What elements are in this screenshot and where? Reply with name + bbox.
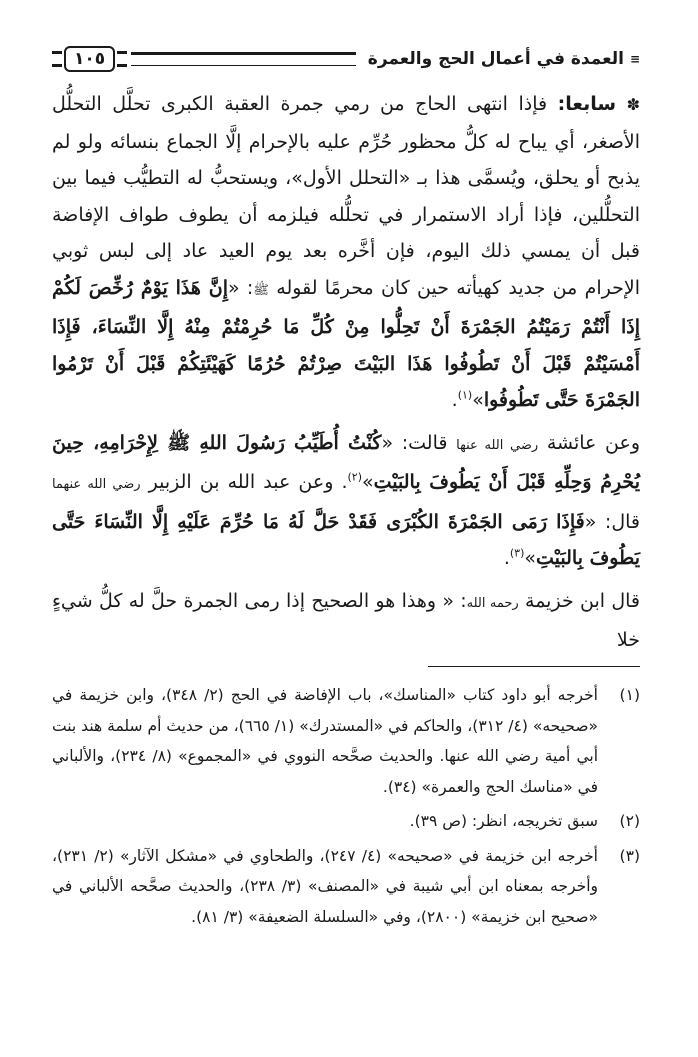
hadith-quote: كُنْتُ أُطَيِّبُ رَسُولَ اللهِ ﷺ لِإِحْرَامِهِ، حِينَ يُحْرِمُ وَحِلِّهِ قَبْلَ أَنْ يَطُوفَ بِالبَيْتِ bbox=[52, 431, 640, 493]
paragraph-ibn-khuzaymah bbox=[52, 583, 640, 659]
footnote-number: (٢) bbox=[619, 812, 640, 830]
footnote-ref-3[interactable]: (٣) bbox=[509, 546, 525, 560]
paragraph-seventh bbox=[52, 86, 640, 419]
honorific-icon: رضي الله عنها bbox=[456, 437, 539, 453]
header-rule bbox=[131, 52, 356, 66]
paragraph-text: قال: « bbox=[584, 510, 640, 533]
footnote-ref-1[interactable]: (١) bbox=[457, 388, 473, 402]
quote-open: : « bbox=[227, 276, 254, 299]
paragraph-text: : « وهذا هو الصحيح إذا رمى الجمرة حلَّ له كلُّ شيءٍ خلا bbox=[52, 589, 640, 651]
footnote-text: أخرجه ابن خزيمة في «صحيحه» (٤/ ٢٤٧)، والطحاوي في «مشكل الآثار» (٢/ ٢٣١)، وأخرجه بمعناه ابن أبي شيبة في «المصنف» (٣/ ٢٣٨)، والحديث صحَّحه الألباني في «صحيح ابن خزيمة» (٢٨٠٠)، وفي «السلسلة الضعيفة» (٣/ ٨١). bbox=[52, 846, 599, 926]
page-number-bars-left bbox=[52, 51, 62, 67]
paragraph-text: قال ابن خزيمة bbox=[518, 589, 641, 612]
footnote-number: (٣) bbox=[619, 846, 640, 865]
paragraph-lead: سابعا: bbox=[557, 93, 617, 115]
page-number: ١٠٥ bbox=[64, 46, 115, 72]
page-number-bars-right bbox=[117, 51, 127, 67]
main-text bbox=[52, 86, 640, 659]
hadith-quote: إِنَّ هَذَا يَوْمٌ رُخِّصَ لَكُمْ إِذَا أَنْتُمْ رَمَيْتُمُ الجَمْرَةَ أَنْ تَحِلُّوا مِنْ كُلِّ مَا حُرِمْتُمْ مِنْهُ إِلَّا النِّسَاءَ، فَإِذَا أَمْسَيْتُمْ قَبْلَ أَنْ تَطُوفُوا هَذَا البَيْتَ صِرْتُمْ حُرُمًا كَهَيْئَتِكُمْ قَبْلَ أَنْ تَرْمُوا الجَمْرَةَ حَتَّى تَطُوفُوا bbox=[52, 276, 640, 411]
running-title: العمدة في أعمال الحج والعمرة bbox=[367, 49, 624, 69]
footnote bbox=[52, 806, 640, 837]
paragraph-text: قالت: « bbox=[381, 431, 457, 454]
header-bullet-icon: ≡ bbox=[629, 52, 640, 66]
quote-close: » bbox=[362, 471, 374, 493]
running-header bbox=[52, 44, 640, 74]
footnote bbox=[52, 841, 640, 933]
page-number-box bbox=[52, 46, 127, 72]
paragraph-text: وعن عائشة bbox=[538, 431, 640, 454]
footnote-ref-2[interactable]: (٢) bbox=[347, 470, 363, 484]
quote-close: » bbox=[524, 547, 536, 569]
honorific-icon: ﷺ bbox=[253, 282, 270, 298]
paragraph-aisha bbox=[52, 425, 640, 577]
star-icon: ✽ bbox=[626, 95, 640, 114]
honorific-icon: رحمه الله bbox=[466, 595, 519, 611]
footnotes bbox=[52, 680, 640, 936]
paragraph-tail: . bbox=[451, 389, 458, 411]
footnote-text: سبق تخريجه، انظر: (ص ٣٩). bbox=[409, 812, 598, 830]
paragraph-tail: . bbox=[503, 547, 510, 569]
honorific-icon: رضي الله عنهما bbox=[52, 477, 141, 492]
footnote-separator bbox=[428, 666, 640, 667]
footnote-number: (١) bbox=[619, 686, 640, 704]
hadith-quote: فَإِذَا رَمَى الجَمْرَةَ الكُبْرَى فَقَدْ حَلَّ لَهُ مَا حُرِّمَ عَلَيْهِ إِلَّا النِّسَاءَ حَتَّى يَطُوفَ بِالبَيْتِ bbox=[52, 510, 640, 569]
quote-close: » bbox=[472, 389, 484, 411]
paragraph-text: . وعن عبد الله بن الزبير bbox=[140, 471, 348, 493]
footnote bbox=[52, 680, 640, 802]
paragraph-text: فإذا انتهى الحاج من رمي جمرة العقبة الكبرى تحلَّل التحلُّل الأصغر، أي يباح له كلُّ محظور حُرِّم عليه بالإحرام إلَّا الجماع بنسائه ولو لم يذبح أو يحلق، ويُسمَّى هذا بـ «التحلل الأول»، ويستحبُّ له التطيُّب فيما بين التحلُّلين، فإذا أراد الاستمرار في تحلُّله فيلزمه أن يطوف طواف الإفاضة قبل أن يمسي ذلك اليوم، فإن أخَّره بعد يوم العيد عاد إلى لبس ثوبي الإحرام من جديد كهيأته حين كان محرمًا لقوله bbox=[52, 93, 640, 299]
footnote-text: أخرجه أبو داود كتاب «المناسك»، باب الإفاضة في الحج (٢/ ٣٤٨)، وابن خزيمة في «صحيحه» (٤/ ٣١٢)، والحاكم في «المستدرك» (١/ ٦٦٥)، من حديث أم سلمة هند بنت أبي أمية رضي الله عنها. والحديث صحَّحه النووي في «المجموع» (٨/ ٢٣٤)، والألباني في «مناسك الحج والعمرة» (٣٤). bbox=[52, 686, 599, 796]
